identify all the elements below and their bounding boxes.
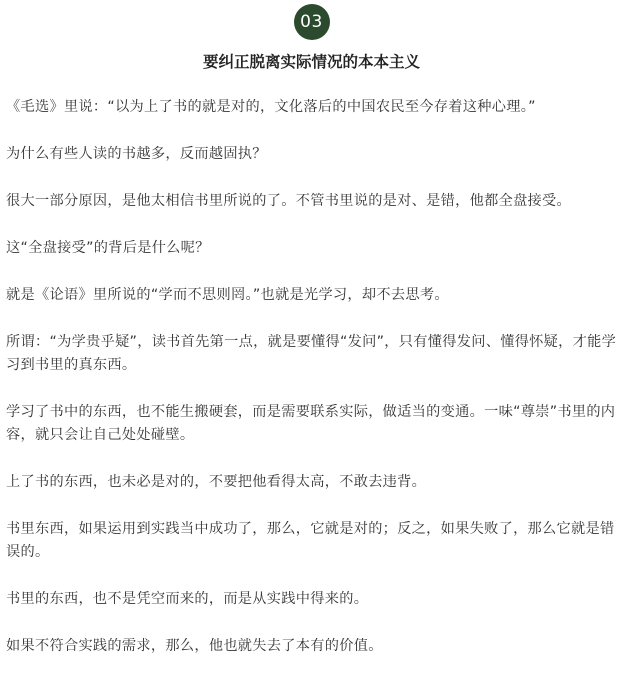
paragraph: 就是《论语》里所说的“学而不思则罔。”也就是光学习，却不去思考。: [6, 287, 449, 303]
paragraph: 所谓：“为学贵乎疑”，读书首先第一点，就是要懂得“发问”，只有懂得发问、懂得怀疑，才能学习到书里的真东西。: [6, 334, 617, 373]
paragraph: 为什么有些人读的书越多，反而越固执？: [6, 146, 267, 162]
section-badge-wrap: [6, 0, 617, 40]
section-title: 要纠正脱离实际情况的本本主义: [202, 53, 420, 71]
paragraph: 如果不符合实践的需求，那么，他也就失去了本有的价值。: [6, 638, 383, 654]
paragraph: 书里东西，如果运用到实践当中成功了，那么，它就是对的；反之，如果失败了，那么它就是错误的。: [6, 521, 615, 560]
article-body: [6, 96, 617, 658]
paragraph: 这“全盘接受”的背后是什么呢？: [6, 240, 210, 256]
paragraph: 书里的东西，也不是凭空而来的，而是从实践中得来的。: [6, 591, 369, 607]
paragraph: 学习了书中的东西，也不能生搬硬套，而是需要联系实际，做适当的变通。一味“尊崇”书里的内容，就只会让自己处处碰壁。: [6, 404, 616, 443]
paragraph: 很大一部分原因，是他太相信书里所说的了。不管书里说的是对、是错，他都全盘接受。: [6, 193, 572, 209]
paragraph: 《毛选》里说：“以为上了书的就是对的，文化落后的中国农民至今存着这种心理。”: [6, 99, 536, 115]
paragraph: 上了书的东西，也未必是对的，不要把他看得太高，不敢去违背。: [6, 474, 427, 490]
section-number-badge: 03: [294, 4, 330, 40]
